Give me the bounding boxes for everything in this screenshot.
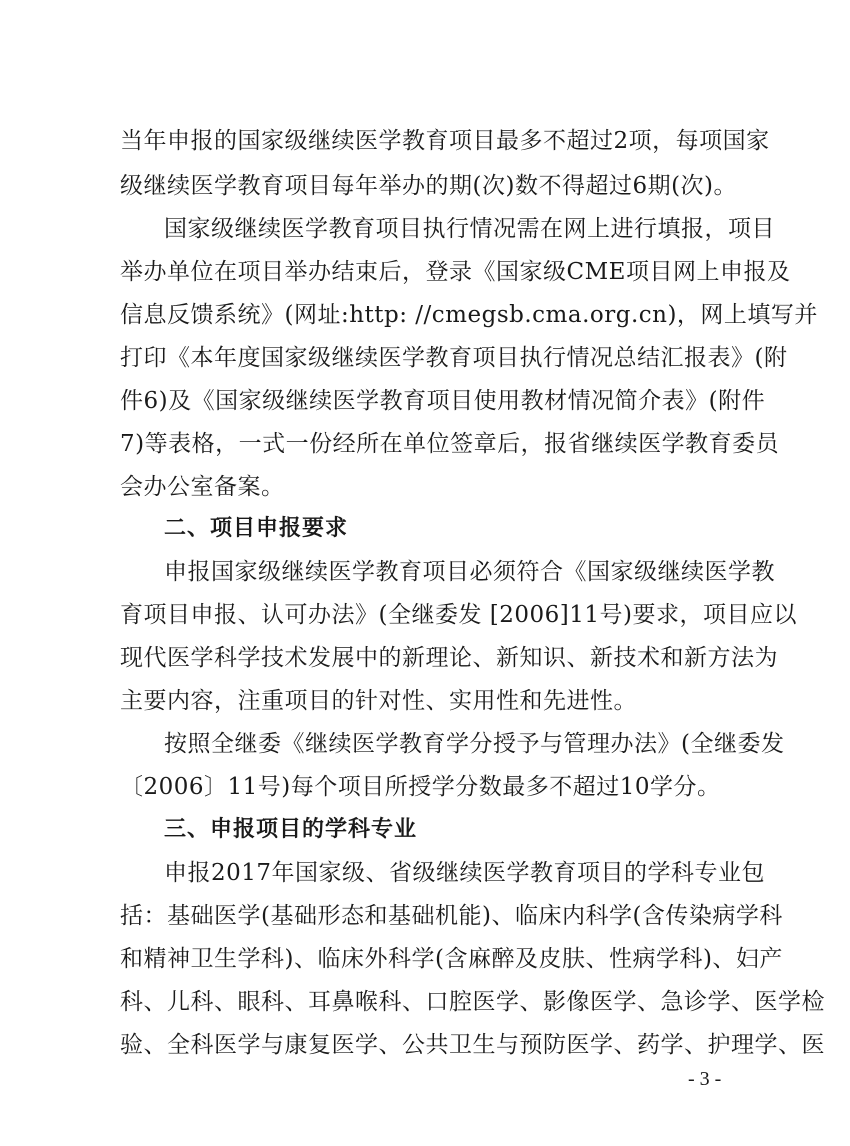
paragraph-5-line-5: 验、全科医学与康复医学、公共卫生与预防医学、药学、护理学、医 xyxy=(120,1032,825,1058)
paragraph-1-line-1: 当年申报的国家级继续医学教育项目最多不超过2项，每项国家 xyxy=(120,128,770,154)
paragraph-2-line-5: 件6)及《国家级继续医学教育项目使用教材情况简介表》(附件 xyxy=(120,388,766,414)
paragraph-5-line-1: 申报2017年国家级、省级继续医学教育项目的学科专业包 xyxy=(164,860,766,886)
paragraph-5-line-3: 和精神卫生学科)、临床外科学(含麻醉及皮肤、性病学科)、妇产 xyxy=(120,946,783,972)
page-number: - 3 - xyxy=(688,1068,722,1090)
section-heading-2: 二、项目申报要求 xyxy=(164,516,349,541)
paragraph-2-line-6: 7)等表格，一式一份经所在单位签章后，报省继续医学教育委员 xyxy=(120,431,780,457)
paragraph-2-line-7: 会办公室备案。 xyxy=(120,474,285,500)
paragraph-2-line-3: 信息反馈系统》(网址:http: //cmegsb.cma.org.cn)，网上填写并 xyxy=(120,302,818,328)
paragraph-5-line-4: 科、儿科、眼科、耳鼻喉科、口腔医学、影像医学、急诊学、医学检 xyxy=(120,989,825,1015)
section-heading-3: 三、申报项目的学科专业 xyxy=(164,817,418,842)
paragraph-2-line-1: 国家级继续医学教育项目执行情况需在网上进行填报，项目 xyxy=(164,216,775,242)
paragraph-5-line-2: 括：基础医学(基础形态和基础机能)、临床内科学(含传染病学科 xyxy=(120,903,783,929)
paragraph-3-line-3: 现代医学科学技术发展中的新理论、新知识、新技术和新方法为 xyxy=(120,645,778,671)
paragraph-4-line-2: 〔2006〕11号)每个项目所授学分数最多不超过10学分。 xyxy=(120,774,721,800)
paragraph-3-line-4: 主要内容，注重项目的针对性、实用性和先进性。 xyxy=(120,688,637,714)
paragraph-2-line-4: 打印《本年度国家级继续医学教育项目执行情况总结汇报表》(附 xyxy=(120,345,788,371)
paragraph-2-line-2: 举办单位在项目举办结束后，登录《国家级CME项目网上申报及 xyxy=(120,259,791,285)
paragraph-3-line-1: 申报国家级继续医学教育项目必须符合《国家级继续医学教 xyxy=(164,559,775,585)
paragraph-3-line-2: 育项目申报、认可办法》(全继委发 [2006]11号)要求，项目应以 xyxy=(120,602,798,628)
paragraph-4-line-1: 按照全继委《继续医学教育学分授予与管理办法》(全继委发 xyxy=(164,731,785,757)
paragraph-1-line-2: 级继续医学教育项目每年举办的期(次)数不得超过6期(次)。 xyxy=(120,173,738,199)
